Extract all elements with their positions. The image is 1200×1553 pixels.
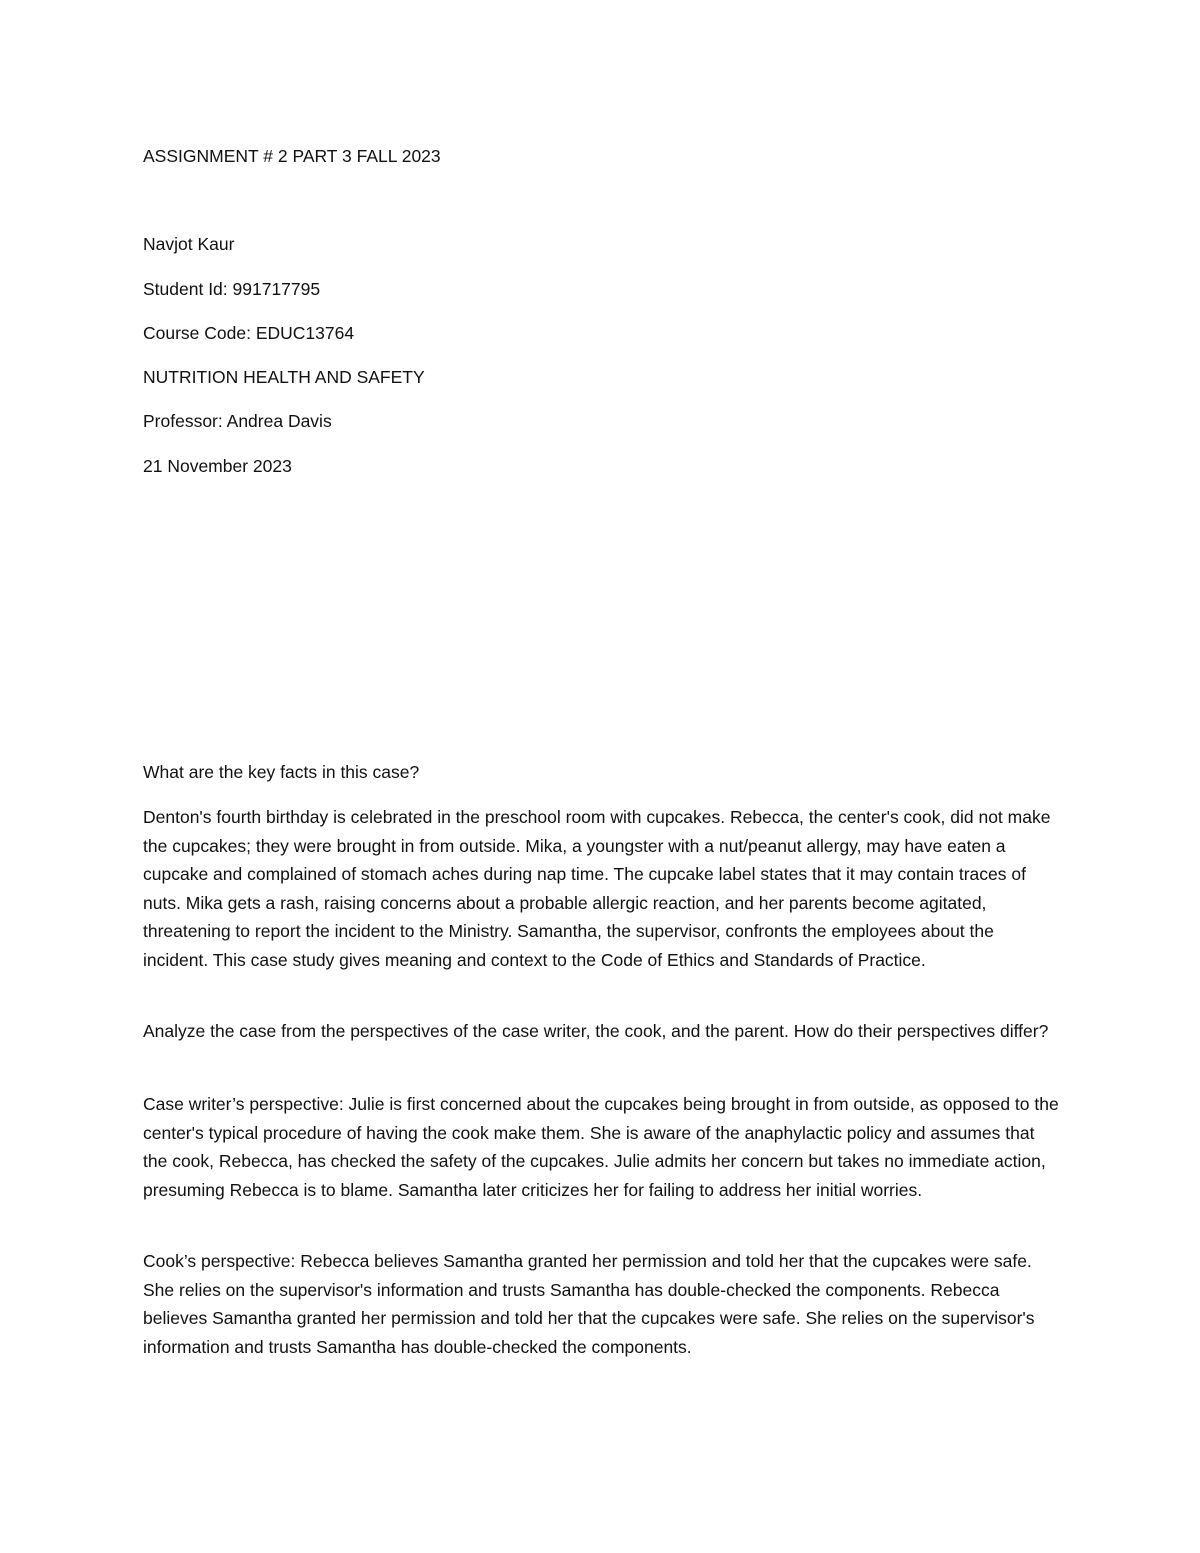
professor-name: Professor: Andrea Davis — [143, 411, 332, 431]
question-perspectives: Analyze the case from the perspectives of the case writer, the cook, and the parent. How do their perspectives differ? — [143, 1021, 1049, 1041]
document-date: 21 November 2023 — [143, 456, 292, 476]
case-writer-perspective: Case writer’s perspective: Julie is first concerned about the cupcakes being brought in from outside, as opposed to the center's typical procedure of having the cook make them. She is aware of the anaphylactic policy and assumes that the cook, Rebecca, has checked the safety of the cupcakes. Julie admits her concern but takes no immediate action, presuming Rebecca is to blame. Samantha later criticizes her for failing to address her initial worries. — [143, 1094, 1059, 1200]
course-code: Course Code: EDUC13764 — [143, 323, 355, 343]
student-id: Student Id: 991717795 — [143, 279, 321, 299]
student-name: Navjot Kaur — [143, 234, 235, 254]
assignment-title: ASSIGNMENT # 2 PART 3 FALL 2023 — [143, 146, 441, 166]
cook-perspective: Cook’s perspective: Rebecca believes Samantha granted her permission and told her that the cupcakes were safe. She relies on the supervisor's information and trusts Samantha has double-checked the components. Rebecca believes Samantha granted her permission and told her that the cupcakes were safe. She relies on the supervisor's information and trusts Samantha has double-checked the components. — [143, 1251, 1035, 1357]
answer-key-facts: Denton's fourth birthday is celebrated in the preschool room with cupcakes. Rebecca, the center's cook, did not make the cupcakes; they were brought in from outside. Mika, a youngster with a nut/peanut allergy, may have eaten a cupcake and complained of stomach aches during nap time. The cupcake label states that it may contain traces of nuts. Mika gets a rash, raising concerns about a probable allergic reaction, and her parents become agitated, threatening to report the incident to the Ministry. Samantha, the supervisor, confronts the employees about the incident. This case study gives meaning and context to the Code of Ethics and Standards of Practice. — [143, 807, 1051, 970]
course-name: NUTRITION HEALTH AND SAFETY — [143, 367, 425, 387]
question-key-facts: What are the key facts in this case? — [143, 762, 420, 782]
